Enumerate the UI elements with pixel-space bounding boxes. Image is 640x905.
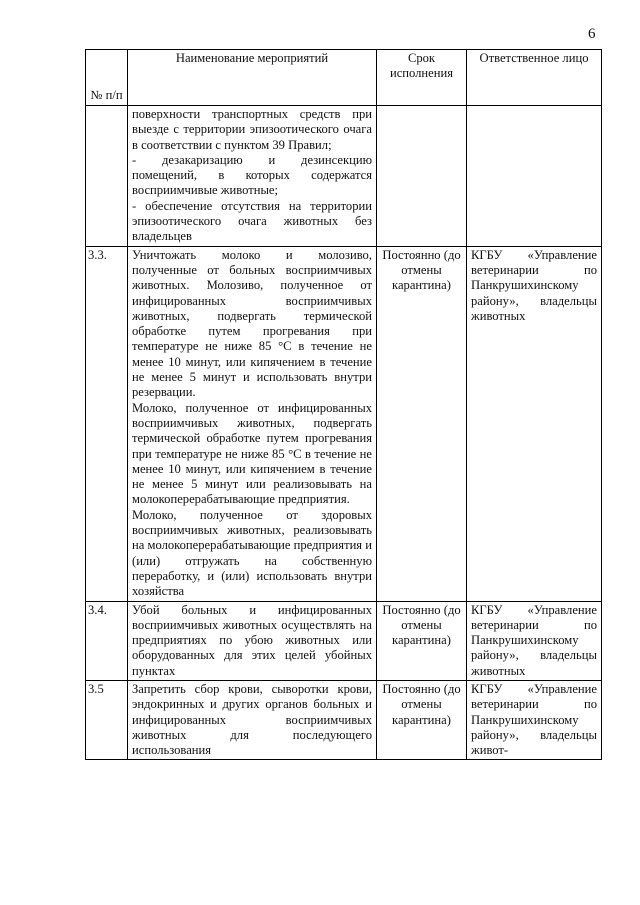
row-text	[128, 601, 377, 680]
row-paragraph: Убой больных и инфицированных восприимчивых животных осуществлять на предприятиях по убою животных или оборудованных для этих целей убойных пунктах	[132, 602, 372, 678]
row-paragraph: Молоко, полученное от здоровых восприимчивых животных, реализовывать на молокоперерабатывающие предприятия и (или) отгружать на собственную переработку, и (или) использовать внутри хозяйства	[132, 507, 372, 599]
table-row	[86, 246, 602, 601]
row-paragraph: поверхности транспортных средств при выезде с территории эпизоотического очага в соответствии с пунктом 39 Правил;	[132, 107, 372, 152]
row-term: Постоянно (до отмены карантина)	[377, 246, 467, 601]
responsible-text: КГБУ «Управление ветеринарии по Панкрушихинскому району», владельцы живот-	[471, 681, 597, 758]
header-name: Наименование мероприятий	[128, 50, 377, 106]
responsible-text: КГБУ «Управление ветеринарии по Панкрушихинскому району», владельцы животных	[471, 247, 597, 323]
row-responsible	[467, 106, 602, 247]
responsible-text: КГБУ «Управление ветеринарии по Панкрушихинскому району», владельцы животных	[471, 602, 597, 678]
page-number: 6	[588, 26, 596, 42]
row-responsible	[467, 680, 602, 759]
row-term	[377, 106, 467, 247]
row-paragraph: Уничтожать молоко и молозиво, полученные от больных восприимчивых животных. Молозиво, полученное от инфицированных восприимчивых животных, подвергать термической обработке путем прогревания при температуре не ниже 85 °С в течение не менее 10 минут, или кипячением в течение не менее 5 минут и использовать внутри резервации.	[132, 247, 372, 400]
table-header-row	[86, 50, 602, 106]
row-term: Постоянно (до отмены карантина)	[377, 601, 467, 680]
row-text	[128, 680, 377, 759]
row-text	[128, 106, 377, 247]
row-responsible	[467, 601, 602, 680]
row-paragraph: - обеспечение отсутствия на территории эпизоотического очага животных без владельцев	[132, 198, 372, 244]
measures-table	[85, 49, 602, 760]
row-num: 3.4.	[86, 601, 128, 680]
header-responsible: Ответственное лицо	[467, 50, 602, 106]
row-num	[86, 106, 128, 247]
row-num: 3.5	[86, 680, 128, 759]
row-num: 3.3.	[86, 246, 128, 601]
table-row	[86, 680, 602, 759]
row-responsible	[467, 246, 602, 601]
row-paragraph: Молоко, полученное от инфицированных восприимчивых животных, подвергать термической обработке путем прогревания при температуре не ниже 85 °С в течение не менее 10 минут, или кипячением в течение не менее 5 минут или реализовывать на молокоперерабатывающие предприятия.	[132, 400, 372, 507]
header-term: Срок исполнения	[377, 50, 467, 106]
table-row	[86, 106, 602, 247]
row-text	[128, 246, 377, 601]
header-num: № п/п	[86, 50, 128, 106]
row-paragraph: - дезакаризацию и дезинсекцию помещений, в которых содержатся восприимчивые животные;	[132, 152, 372, 198]
table-row	[86, 601, 602, 680]
row-paragraph: Запретить сбор крови, сыворотки крови, эндокринных и других органов больных и инфицированных восприимчивых животных для последующего использования	[132, 681, 372, 758]
row-term: Постоянно (до отмены карантина)	[377, 680, 467, 759]
